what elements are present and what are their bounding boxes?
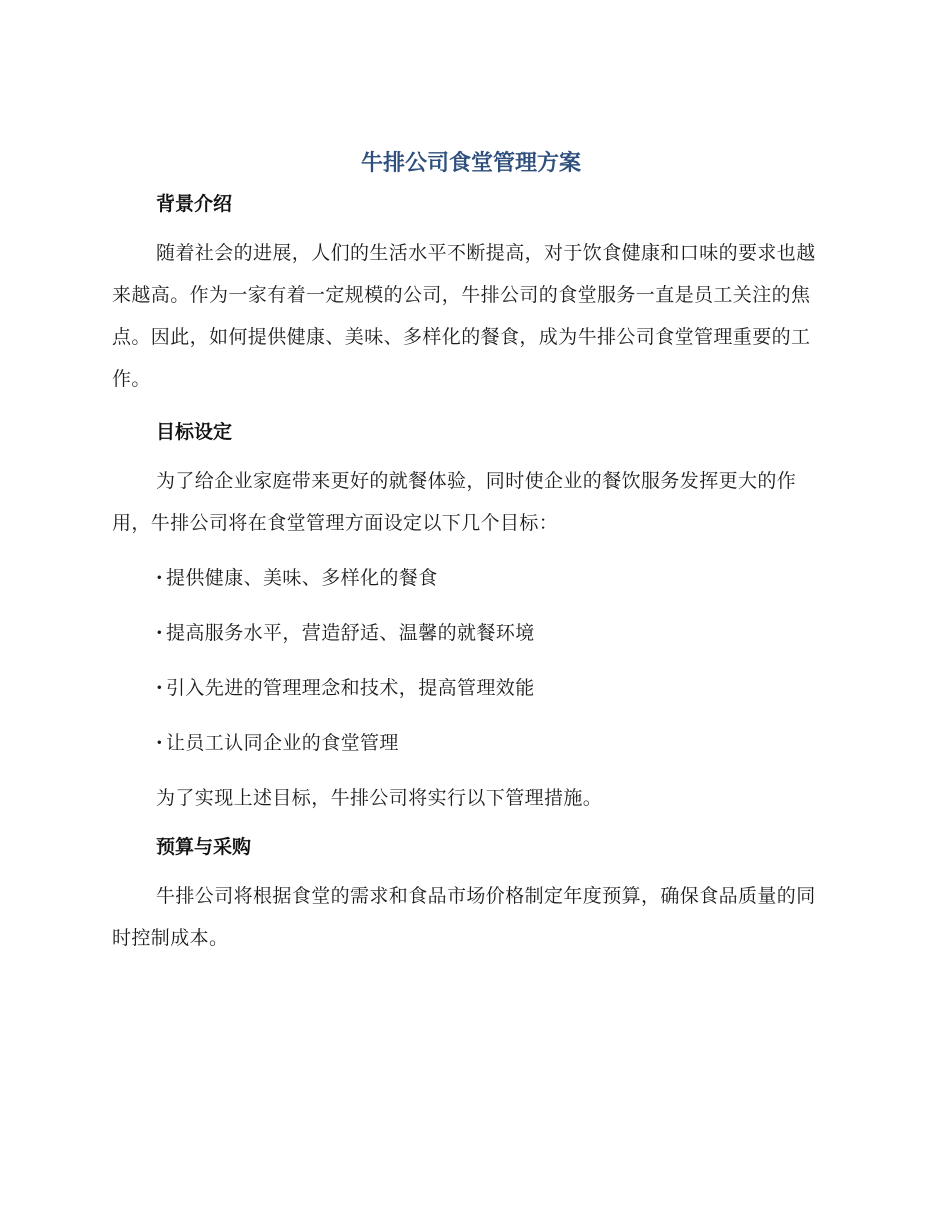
goal-bullet-text: 引入先进的管理理念和技术，提高管理效能	[166, 677, 535, 699]
goal-bullet-item	[112, 667, 830, 709]
goal-bullet-text: 让员工认同企业的食堂管理	[166, 732, 399, 754]
goal-bullet-text: 提供健康、美味、多样化的餐食	[166, 567, 438, 589]
bullet-marker: ·	[156, 732, 164, 754]
background-paragraph: 随着社会的进展，人们的生活水平不断提高，对于饮食健康和口味的要求也越来越高。作为一家有着一定规模的公司，牛排公司的食堂服务一直是员工关注的焦点。因此，如何提供健康、美味、多样化的餐食，成为牛排公司食堂管理重要的工作。	[112, 242, 816, 390]
goals-intro-paragraph: 为了给企业家庭带来更好的就餐体验，同时使企业的餐饮服务发挥更大的作用，牛排公司将在食堂管理方面设定以下几个目标：	[112, 470, 797, 534]
document-page	[112, 142, 830, 959]
goals-outro-paragraph: 为了实现上述目标，牛排公司将实行以下管理措施。	[156, 787, 603, 809]
section-heading-background: 背景介绍	[156, 193, 233, 215]
goal-bullet-text: 提高服务水平，营造舒适、温馨的就餐环境	[166, 622, 535, 644]
section-heading-budget: 预算与采购	[156, 836, 252, 858]
section-heading-goals: 目标设定	[156, 421, 233, 443]
bullet-marker: ·	[156, 567, 164, 589]
goal-bullet-item	[112, 722, 830, 764]
document-title: 牛排公司食堂管理方案	[360, 151, 581, 176]
goal-bullet-item	[112, 612, 830, 654]
bullet-marker: ·	[156, 622, 164, 644]
bullet-marker: ·	[156, 677, 164, 699]
budget-paragraph: 牛排公司将根据食堂的需求和食品市场价格制定年度预算，确保食品质量的同时控制成本。	[112, 885, 816, 949]
goal-bullet-item	[112, 557, 830, 599]
